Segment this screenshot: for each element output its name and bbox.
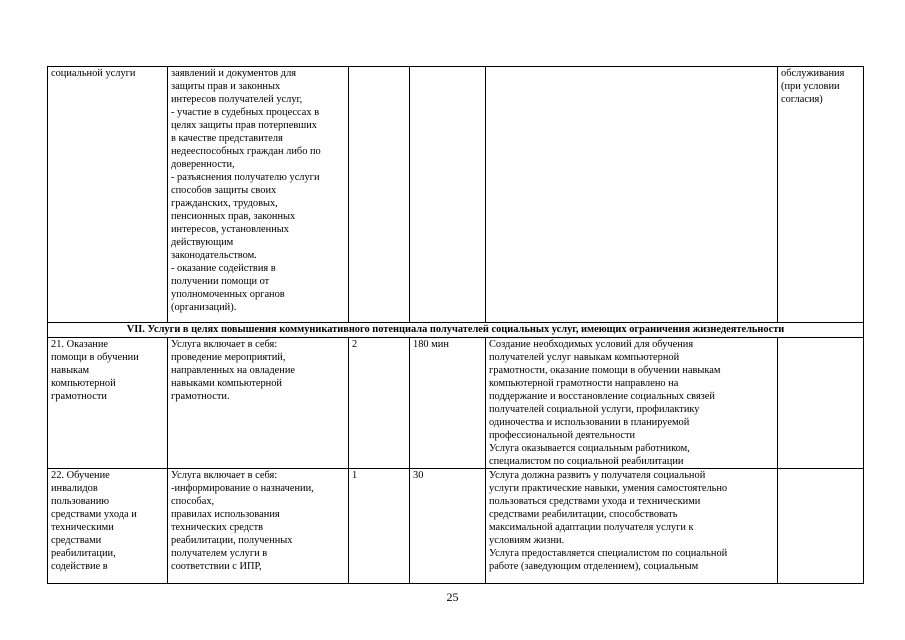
volume-cell [349,67,410,323]
quality-cell [486,338,778,469]
cell-text-line: 2 [352,339,358,350]
cell-text-line: получателем услуги в [171,548,268,559]
cell-text-line: Услуга включает в себя: [171,470,278,481]
cell-text-line: (при условии [781,81,840,92]
cell-text-line: соответствии с ИПР, [171,561,262,572]
conditions-cell [778,67,864,323]
service-content-cell [168,338,349,469]
cell-text-line: -информирование о назначении, [171,483,314,494]
table-row [48,469,864,584]
conditions-cell [778,469,864,584]
cell-text-line: пользоваться средствами ухода и техническими [489,496,701,507]
cell-text-line: социальной услуги [51,68,136,79]
cell-text-line: пользованию [51,496,110,507]
cell-text-line: условиям жизни. [489,535,565,546]
volume-cell [349,338,410,469]
cell-text-line: специалистом по социальной реабилитации [489,456,684,467]
cell-text-line: 1 [352,470,358,481]
cell-text-line: уполномоченных органов [171,289,285,300]
cell-text-line: максимальной адаптации получателя услуги к [489,522,694,533]
cell-text-line: содействие в [51,561,108,572]
section-heading: VII. Услуги в целях повышения коммуникативного потенциала получателей социальных услуг, имеющих ограничения жизнедеятельности [48,323,864,338]
cell-text-line: гражданских, трудовых, [171,198,278,209]
cell-text-line: в качестве представителя [171,133,283,144]
duration-cell [410,338,486,469]
cell-text-line: услуги практические навыки, умения самостоятельно [489,483,728,494]
cell-text-line: работе (заведующим отделением), социальным [489,561,699,572]
cell-text-line: 22. Обучение [51,470,110,481]
duration-cell [410,469,486,584]
cell-text-line: средствами ухода и [51,509,137,520]
cell-text-line: Услуга должна развить у получателя социальной [489,470,706,481]
cell-text-line: доверенности, [171,159,235,170]
cell-text-line: навыкам [51,365,90,376]
table-row [48,67,864,323]
cell-text-line: - участие в судебных процессах в [171,107,320,118]
service-content-cell [168,67,349,323]
cell-text-line: защиты прав и законных [171,81,281,92]
cell-text-line: Создание необходимых условий для обучения [489,339,694,350]
cell-text-line: реабилитации, полученных [171,535,293,546]
cell-text-line: направленных на овладение [171,365,296,376]
cell-text-line: получателей услуг навыкам компьютерной [489,352,680,363]
cell-text-line: пенсионных прав, законных [171,211,296,222]
cell-text-line: помощи в обучении [51,352,139,363]
cell-text-line: грамотности [51,391,107,402]
cell-text-line: 21. Оказание [51,339,109,350]
volume-cell [349,469,410,584]
cell-text-line: получателей социальной услуги, профилактику [489,404,700,415]
cell-text-line: согласия) [781,94,823,105]
cell-text-line: реабилитации, [51,548,116,559]
conditions-cell [778,338,864,469]
section-heading-row [48,323,864,338]
duration-cell [410,67,486,323]
cell-text-line: проведение мероприятий, [171,352,286,363]
cell-text-line: заявлений и документов для [171,68,297,79]
cell-text-line: средствами реабилитации, способствовать [489,509,678,520]
cell-text-line: получении помощи от [171,276,270,287]
cell-text-line: Услуга включает в себя: [171,339,278,350]
cell-text-line: действующим [171,237,234,248]
service-name-cell [48,338,168,469]
cell-text-line: инвалидов [51,483,98,494]
cell-text-line: Услуга предоставляется специалистом по социальной [489,548,728,559]
cell-text-line: навыками компьютерной [171,378,282,389]
table-row [48,338,864,469]
cell-text-line: интересов получателей услуг, [171,94,303,105]
cell-text-line: недееспособных граждан либо по [171,146,321,157]
quality-cell [486,469,778,584]
cell-text-line: средствами [51,535,102,546]
cell-text-line: - разъяснения получателю услуги [171,172,320,183]
cell-text-line: (организаций). [171,302,237,313]
cell-text-line: технических средств [171,522,264,533]
cell-text-line: Услуга оказывается социальным работником, [489,443,690,454]
cell-text-line: компьютерной [51,378,116,389]
cell-text-line: обслуживания [781,68,845,79]
service-name-cell [48,469,168,584]
cell-text-line: правилах использования [171,509,280,520]
cell-text-line: грамотности, оказание помощи в обучении навыкам [489,365,721,376]
cell-text-line: законодательством. [171,250,257,261]
cell-text-line: 30 [413,470,424,481]
page-number: 25 [446,590,459,604]
service-content-cell [168,469,349,584]
cell-text-line: грамотности. [171,391,230,402]
cell-text-line: - оказание содействия в [171,263,276,274]
service-name-cell [48,67,168,323]
cell-text-line: поддержание и восстановление социальных связей [489,391,715,402]
services-table [47,66,864,584]
cell-text-line: интересов, установленных [171,224,289,235]
cell-text-line: способах, [171,496,215,507]
cell-text-line: способов защиты своих [171,185,277,196]
cell-text-line: одиночества и использовании в планируемой [489,417,690,428]
cell-text-line: целях защиты прав потерпевших [171,120,318,131]
cell-text-line: компьютерной грамотности направлено на [489,378,679,389]
cell-text-line: профессиональной деятельности [489,430,636,441]
quality-cell [486,67,778,323]
cell-text-line: техническими [51,522,114,533]
cell-text-line: 180 мин [413,339,449,350]
